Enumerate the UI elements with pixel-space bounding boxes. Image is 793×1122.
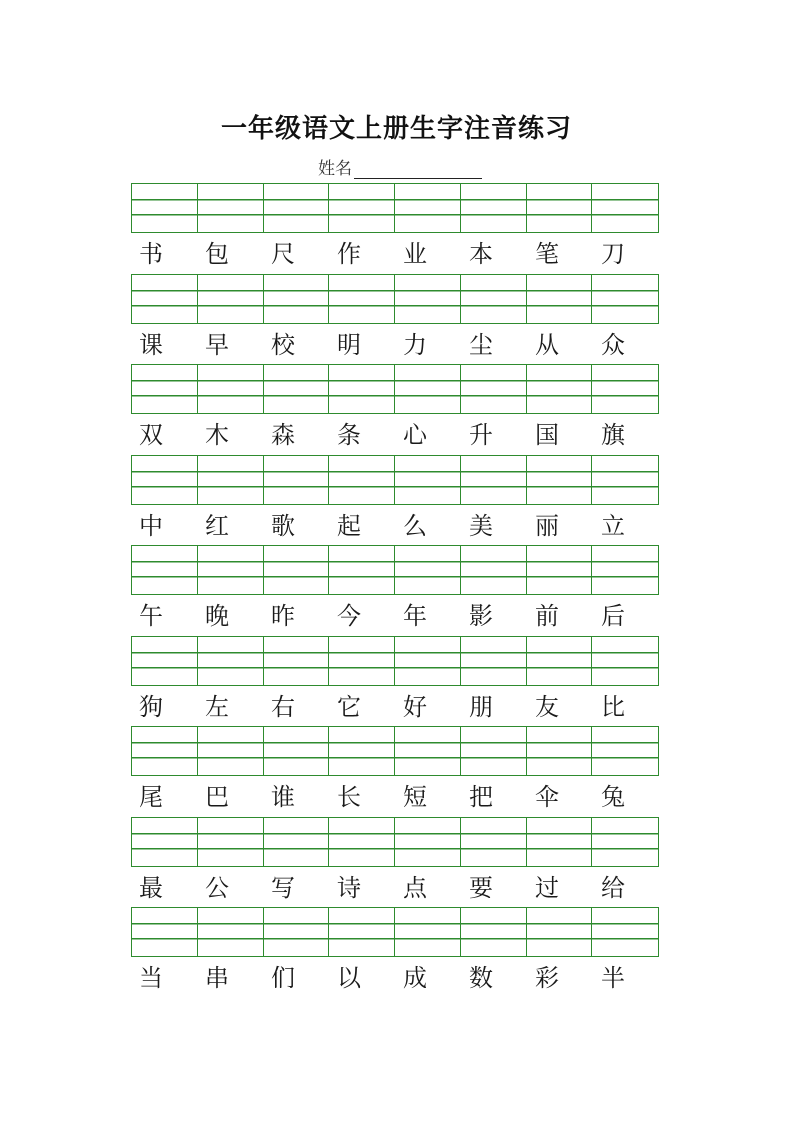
- pinyin-writing-cell[interactable]: [198, 908, 264, 956]
- hanzi-character: 昨: [271, 602, 295, 630]
- hanzi-character: 尾: [139, 783, 163, 811]
- practice-row: [131, 183, 661, 274]
- pinyin-writing-cell[interactable]: [264, 637, 330, 685]
- hanzi-character: 以: [337, 964, 361, 992]
- pinyin-writing-cell[interactable]: [461, 275, 527, 323]
- practice-row: [131, 274, 661, 365]
- pinyin-writing-cell[interactable]: [395, 184, 461, 232]
- hanzi-character: 本: [469, 240, 493, 268]
- character-row: [131, 238, 659, 270]
- hanzi-character: 尺: [271, 240, 295, 268]
- hanzi-character: 友: [535, 692, 559, 721]
- practice-row: [131, 455, 661, 546]
- pinyin-writing-cell[interactable]: [264, 184, 330, 232]
- hanzi-character: 过: [535, 873, 559, 902]
- hanzi-character: 狗: [139, 692, 163, 721]
- practice-row: [131, 545, 661, 636]
- character-row: [131, 691, 659, 723]
- pinyin-writing-cell[interactable]: [395, 818, 461, 866]
- hanzi-character: 刀: [601, 240, 625, 268]
- hanzi-character: 好: [403, 692, 427, 721]
- pinyin-writing-cell[interactable]: [329, 275, 395, 323]
- hanzi-character: 年: [403, 602, 427, 630]
- hanzi-character: 森: [271, 421, 295, 449]
- pinyin-writing-cell[interactable]: [395, 275, 461, 323]
- hanzi-character: 午: [139, 602, 163, 630]
- pinyin-writing-grid: [131, 726, 659, 776]
- pinyin-writing-grid: [131, 636, 659, 686]
- pinyin-writing-cell[interactable]: [264, 365, 330, 413]
- hanzi-character: 红: [205, 511, 229, 540]
- pinyin-writing-cell[interactable]: [132, 184, 198, 232]
- practice-row: [131, 817, 661, 908]
- pinyin-writing-grid: [131, 455, 659, 505]
- hanzi-character: 升: [469, 421, 493, 449]
- hanzi-character: 成: [403, 964, 427, 992]
- pinyin-writing-cell[interactable]: [329, 908, 395, 956]
- hanzi-character: 笔: [535, 240, 559, 268]
- hanzi-character: 尘: [469, 330, 493, 359]
- pinyin-writing-cell[interactable]: [198, 184, 264, 232]
- pinyin-writing-cell[interactable]: [198, 727, 264, 775]
- hanzi-character: 双: [139, 421, 163, 449]
- pinyin-writing-cell[interactable]: [592, 184, 658, 232]
- pinyin-writing-cell[interactable]: [461, 637, 527, 685]
- hanzi-character: 早: [205, 330, 229, 359]
- pinyin-writing-grid: [131, 274, 659, 324]
- pinyin-writing-grid: [131, 364, 659, 414]
- hanzi-character: 写: [271, 873, 295, 902]
- pinyin-writing-cell[interactable]: [264, 456, 330, 504]
- hanzi-character: 右: [271, 692, 295, 721]
- pinyin-writing-cell[interactable]: [527, 546, 593, 594]
- pinyin-writing-cell[interactable]: [395, 546, 461, 594]
- hanzi-character: 今: [337, 602, 361, 630]
- pinyin-writing-cell[interactable]: [132, 546, 198, 594]
- pinyin-writing-cell[interactable]: [461, 908, 527, 956]
- character-row: [131, 510, 659, 542]
- pinyin-writing-cell[interactable]: [592, 908, 658, 956]
- practice-row: [131, 364, 661, 455]
- hanzi-character: 左: [205, 692, 229, 721]
- hanzi-character: 它: [337, 692, 361, 721]
- pinyin-writing-cell[interactable]: [132, 456, 198, 504]
- hanzi-character: 书: [139, 240, 163, 268]
- pinyin-writing-cell[interactable]: [527, 727, 593, 775]
- pinyin-writing-cell[interactable]: [527, 365, 593, 413]
- pinyin-writing-cell[interactable]: [329, 546, 395, 594]
- pinyin-writing-cell[interactable]: [592, 818, 658, 866]
- pinyin-writing-cell[interactable]: [329, 727, 395, 775]
- hanzi-character: 要: [469, 873, 493, 902]
- hanzi-character: 歌: [271, 511, 295, 540]
- hanzi-character: 彩: [535, 964, 559, 992]
- pinyin-writing-cell[interactable]: [461, 818, 527, 866]
- pinyin-writing-grid: [131, 817, 659, 867]
- pinyin-writing-cell[interactable]: [132, 275, 198, 323]
- pinyin-writing-cell[interactable]: [264, 818, 330, 866]
- hanzi-character: 众: [601, 330, 625, 359]
- hanzi-character: 巴: [205, 783, 229, 811]
- hanzi-character: 起: [337, 511, 361, 540]
- hanzi-character: 给: [601, 873, 625, 902]
- pinyin-writing-cell[interactable]: [592, 637, 658, 685]
- hanzi-character: 丽: [535, 511, 559, 540]
- name-field: [318, 154, 482, 179]
- hanzi-character: 木: [205, 421, 229, 449]
- hanzi-character: 朋: [469, 692, 493, 721]
- pinyin-writing-cell[interactable]: [527, 275, 593, 323]
- pinyin-writing-cell[interactable]: [592, 365, 658, 413]
- hanzi-character: 么: [403, 511, 427, 540]
- pinyin-writing-cell[interactable]: [198, 546, 264, 594]
- pinyin-writing-cell[interactable]: [395, 637, 461, 685]
- pinyin-writing-cell[interactable]: [329, 637, 395, 685]
- practice-row: [131, 636, 661, 727]
- hanzi-character: 比: [601, 692, 625, 721]
- pinyin-writing-cell[interactable]: [461, 546, 527, 594]
- pinyin-writing-cell[interactable]: [592, 727, 658, 775]
- hanzi-character: 作: [337, 240, 361, 268]
- hanzi-character: 数: [469, 964, 493, 992]
- practice-row: [131, 726, 661, 817]
- pinyin-writing-cell[interactable]: [198, 818, 264, 866]
- hanzi-character: 立: [601, 511, 625, 540]
- pinyin-writing-cell[interactable]: [198, 637, 264, 685]
- hanzi-character: 美: [469, 511, 493, 540]
- pinyin-writing-cell[interactable]: [264, 546, 330, 594]
- pinyin-writing-cell[interactable]: [461, 184, 527, 232]
- pinyin-writing-cell[interactable]: [395, 365, 461, 413]
- hanzi-character: 校: [271, 330, 295, 359]
- hanzi-character: 谁: [271, 783, 295, 811]
- pinyin-writing-cell[interactable]: [132, 637, 198, 685]
- hanzi-character: 把: [469, 783, 493, 811]
- pinyin-writing-cell[interactable]: [461, 365, 527, 413]
- hanzi-character: 伞: [535, 783, 559, 811]
- pinyin-writing-grid: [131, 183, 659, 233]
- pinyin-writing-cell[interactable]: [395, 727, 461, 775]
- pinyin-writing-cell[interactable]: [198, 365, 264, 413]
- pinyin-writing-cell[interactable]: [527, 637, 593, 685]
- hanzi-character: 从: [535, 330, 559, 359]
- pinyin-writing-cell[interactable]: [592, 275, 658, 323]
- hanzi-character: 旗: [601, 421, 625, 449]
- character-row: [131, 872, 659, 904]
- pinyin-writing-cell[interactable]: [527, 818, 593, 866]
- pinyin-writing-cell[interactable]: [264, 275, 330, 323]
- character-row: [131, 329, 659, 361]
- hanzi-character: 短: [403, 783, 427, 811]
- hanzi-character: 中: [139, 511, 163, 540]
- hanzi-character: 明: [337, 330, 361, 359]
- name-label: 姓名: [318, 159, 352, 179]
- pinyin-writing-cell[interactable]: [198, 456, 264, 504]
- hanzi-character: 兔: [601, 783, 625, 811]
- pinyin-writing-cell[interactable]: [527, 456, 593, 504]
- hanzi-character: 力: [403, 330, 427, 359]
- hanzi-character: 国: [535, 421, 559, 449]
- pinyin-writing-cell[interactable]: [132, 727, 198, 775]
- pinyin-writing-cell[interactable]: [132, 365, 198, 413]
- hanzi-character: 长: [337, 783, 361, 811]
- hanzi-character: 最: [139, 873, 163, 902]
- pinyin-writing-cell[interactable]: [527, 908, 593, 956]
- hanzi-character: 半: [601, 964, 625, 992]
- hanzi-character: 点: [403, 873, 427, 902]
- hanzi-character: 心: [403, 421, 427, 449]
- character-row: [131, 962, 659, 994]
- hanzi-character: 公: [205, 873, 229, 902]
- pinyin-writing-cell[interactable]: [198, 275, 264, 323]
- pinyin-writing-cell[interactable]: [132, 908, 198, 956]
- hanzi-character: 晚: [205, 602, 229, 630]
- pinyin-writing-cell[interactable]: [527, 184, 593, 232]
- pinyin-writing-cell[interactable]: [461, 727, 527, 775]
- pinyin-writing-cell[interactable]: [592, 546, 658, 594]
- pinyin-writing-cell[interactable]: [329, 184, 395, 232]
- hanzi-character: 影: [469, 602, 493, 630]
- pinyin-writing-cell[interactable]: [132, 818, 198, 866]
- pinyin-writing-cell[interactable]: [264, 908, 330, 956]
- pinyin-writing-cell[interactable]: [329, 818, 395, 866]
- hanzi-character: 当: [139, 964, 163, 992]
- character-row: [131, 419, 659, 451]
- pinyin-writing-cell[interactable]: [395, 908, 461, 956]
- hanzi-character: 条: [337, 421, 361, 449]
- character-row: [131, 600, 659, 632]
- hanzi-character: 业: [403, 240, 427, 268]
- pinyin-writing-cell[interactable]: [329, 365, 395, 413]
- hanzi-character: 包: [205, 240, 229, 268]
- character-row: [131, 781, 659, 813]
- name-blank-line[interactable]: [354, 160, 482, 179]
- pinyin-writing-cell[interactable]: [395, 456, 461, 504]
- hanzi-character: 后: [601, 602, 625, 630]
- pinyin-writing-cell[interactable]: [592, 456, 658, 504]
- pinyin-writing-cell[interactable]: [264, 727, 330, 775]
- pinyin-writing-cell[interactable]: [329, 456, 395, 504]
- hanzi-character: 串: [205, 964, 229, 992]
- pinyin-practice-worksheet: [131, 183, 661, 998]
- hanzi-character: 诗: [337, 873, 361, 902]
- hanzi-character: 们: [271, 964, 295, 992]
- pinyin-writing-cell[interactable]: [461, 456, 527, 504]
- practice-row: [131, 907, 661, 998]
- worksheet-title: 一年级语文上册生字注音练习: [220, 114, 572, 144]
- pinyin-writing-grid: [131, 907, 659, 957]
- pinyin-writing-grid: [131, 545, 659, 595]
- hanzi-character: 前: [535, 602, 559, 630]
- hanzi-character: 课: [139, 330, 163, 359]
